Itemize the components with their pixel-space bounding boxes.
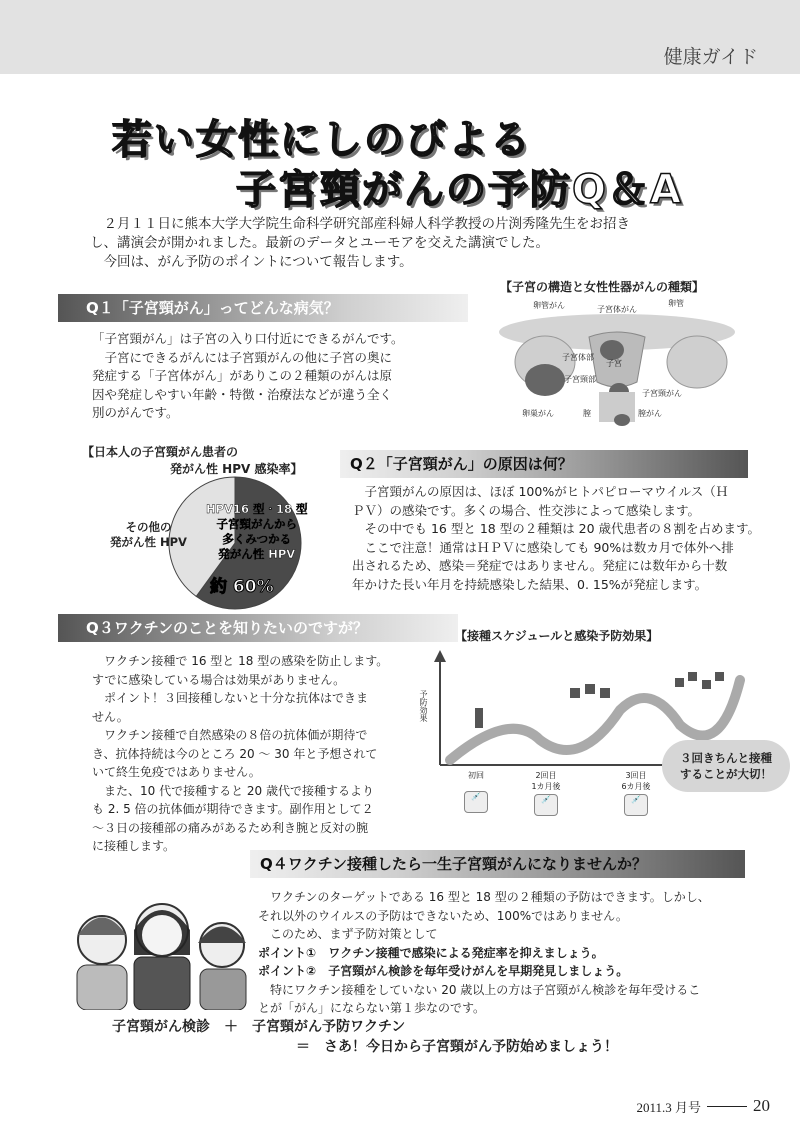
pie-main-line: 多くみつかる — [222, 532, 292, 546]
page-footer — [636, 1096, 770, 1116]
intro-line: 今回は、がん予防のポイントについて報告します。 — [90, 254, 413, 270]
q2-line: ＰＶ）の感染です。多くの場合、性交渉によって感染します。 — [352, 502, 701, 518]
q1-line: 因や発症しやすい年齢・特徴・治療法などが違う全く — [92, 386, 393, 402]
q4-line: ワクチンのターゲットである 16 型と 18 型の２種類の予防はできます。しかし、 — [258, 890, 710, 904]
dose-1 — [456, 770, 496, 813]
intro-line: し、講演会が開かれました。最新のデータとユーモアを交えた講演でした。 — [90, 235, 549, 251]
q1-line: 子宮にできるがんには子宮頸がんの他に子宮の奥に — [92, 349, 393, 365]
footer-rule — [707, 1106, 747, 1107]
q4-line: このため、まず予防対策として — [258, 927, 438, 941]
label-cervical-cancer: 子宮頸がん — [642, 389, 682, 398]
pie-main-label — [206, 502, 307, 562]
q3-line: すでに感染している場合は効果がありません。 — [92, 672, 346, 687]
q3-line: また、10 代で接種すると 20 歳代で接種するより — [92, 783, 374, 798]
q4-line: とが「がん」にならない第１歩なのです。 — [258, 1001, 486, 1015]
q2-line: ここで注意！通常はＨＰＶに感染しても 90%は数カ月で体外へ排 — [352, 539, 734, 555]
q1-line: 発症する「子宮体がん」がありこの２種類のがんは原 — [92, 368, 393, 383]
uterus-figure-title: 【子宮の構造と女性性器がんの種類】 — [500, 280, 705, 294]
label-ovary-cancer: 卵巣がん — [522, 409, 554, 418]
pie-other-label — [110, 520, 187, 550]
q2-body — [352, 483, 762, 594]
issue-label: 2011.3 月号 — [636, 1099, 701, 1115]
q1-line: 「子宮頸がん」は子宮の入り口付近にできるがんです。 — [92, 331, 404, 346]
q3-line: ～３日の接種部の痛みがあるため利き腕と反対の腕 — [92, 820, 369, 835]
dose-2 — [524, 770, 568, 816]
dose-3 — [614, 770, 658, 816]
label-tube: 卵管 — [668, 299, 684, 308]
q2-line: その中でも 16 型と 18 型の２種類は 20 歳代患者の８割を占めます。 — [352, 521, 761, 536]
section-label: 健康ガイド — [663, 46, 758, 68]
q4-line: 特にワクチン接種をしていない 20 歳以上の方は子宮頸がん検診を毎年受けるこ — [258, 982, 701, 997]
label-body-cancer: 子宮体がん — [597, 305, 637, 314]
q3-line: せん。 — [92, 709, 129, 724]
pie-title-1: 【日本人の子宮頸がん患者の — [82, 445, 239, 459]
intro-text — [90, 215, 730, 272]
syringe-icon: 💉 — [464, 791, 488, 813]
dose-sub: 1カ月後 — [531, 782, 561, 791]
q4-body — [258, 888, 778, 1018]
dose-row — [448, 770, 748, 830]
pie-other-line: その他の — [125, 520, 172, 534]
q3-line: ワクチン接種で自然感染の８倍の抗体価が期待で — [92, 728, 368, 742]
point-text: ワクチン接種で感染による発症率を抑えましょう。 — [328, 945, 604, 960]
q4-point-2 — [258, 962, 778, 981]
pie-main-line: 発がん性 HPV — [218, 547, 296, 561]
dose-label: 初回 — [468, 771, 484, 780]
label-vagina-cancer: 膣がん — [638, 409, 662, 418]
q3-line: ポイント！３回接種しないと十分な抗体はできま — [92, 691, 369, 705]
title-line-1: 若い女性にしのびよる — [112, 117, 532, 163]
page-header — [0, 0, 800, 74]
schedule-title: 【接種スケジュールと感染予防効果】 — [455, 629, 659, 643]
q4-heading-text: Q４ワクチン接種したら一生子宮頸がんになりませんか？ — [260, 855, 648, 873]
women-illustration — [62, 895, 252, 1010]
syringe-icon: 💉 — [534, 794, 558, 816]
point-label: ポイント② — [258, 964, 317, 978]
point-text: 子宮頸がん検診を毎年受けがんを早期発見しましょう。 — [328, 964, 629, 978]
pie-title-2: 発がん性 HPV 感染率】 — [170, 462, 303, 476]
q3-heading: Q３ワクチンのことを知りたいのですが？ — [58, 614, 458, 642]
conclusion-line-2: ＝ さあ！今日から子宮頸がん予防始めましょう！ — [296, 1039, 618, 1055]
intro-line: ２月１１日に熊本大学大学院生命科学研究部産科婦人科学教授の片渕秀隆先生をお招き — [90, 216, 630, 232]
q2-line: 子宮頸がんの原因は、ほぼ 100%がヒトパピローマウイルス（Ｈ — [352, 484, 729, 499]
q3-line: も 2. 5 倍の抗体価が期待できます。副作用として２ — [92, 802, 374, 816]
title-line-2: 子宮頸がんの予防Q＆A — [236, 167, 683, 213]
label-tube-cancer: 卵管がん — [533, 301, 565, 310]
q3-line: いて終生免疫ではありません。 — [92, 765, 261, 779]
pie-main-pct: 約 60% — [210, 577, 274, 597]
q4-line: それ以外のウイルスの予防はできないため、100%ではありません。 — [258, 908, 628, 923]
q3-body — [92, 652, 412, 856]
q2-line: 年かけた長い年月を持続感染した結果、0. 15%が発症します。 — [352, 576, 708, 592]
conclusion-line-1: 子宮頸がん検診 ＋ 子宮頸がん予防ワクチン — [112, 1019, 406, 1035]
bubble-line: することが大切！ — [680, 767, 772, 781]
syringe-icon: 💉 — [624, 794, 648, 816]
q2-heading-text: Q２「子宮頸がん」の原因は何？ — [350, 455, 573, 473]
q3-line: ワクチン接種で 16 型と 18 型の感染を防止します。 — [92, 654, 389, 668]
q1-heading: Q１「子宮頸がん」ってどんな病気？ — [58, 294, 468, 322]
dose-sub: 6カ月後 — [621, 782, 651, 791]
q1-line: 別のがんです。 — [92, 405, 179, 420]
point-label: ポイント① — [258, 945, 317, 960]
label-vagina: 膣 — [583, 409, 591, 418]
label-body: 子宮体部 — [562, 353, 594, 362]
label-cervix: 子宮頸部 — [564, 375, 596, 384]
q2-heading — [340, 450, 748, 478]
page-number: 20 — [753, 1096, 770, 1115]
dose-label: 2回目 — [535, 771, 557, 780]
schedule-ylabel: 予防効果 — [419, 690, 428, 722]
bubble-line: ３回きちんと接種 — [680, 751, 772, 765]
pie-main-line: 子宮頸がんから — [216, 517, 297, 531]
q4-heading — [250, 850, 745, 878]
label-uterus: 子宮 — [606, 359, 622, 368]
pie-other-line: 発がん性 HPV — [110, 535, 187, 549]
q3-line: き、抗体持続は今のところ 20 ～ 30 年と予想されて — [92, 746, 378, 761]
q3-line: に接種します。 — [92, 839, 176, 853]
pie-main-line: HPV16 型・18 型 — [206, 502, 308, 516]
q4-point-1 — [258, 944, 778, 963]
q2-line: 出されるため、感染＝発症ではありません。発症には数年から十数 — [352, 558, 728, 573]
dose-label: 3回目 — [625, 771, 647, 780]
q1-body — [92, 330, 437, 423]
